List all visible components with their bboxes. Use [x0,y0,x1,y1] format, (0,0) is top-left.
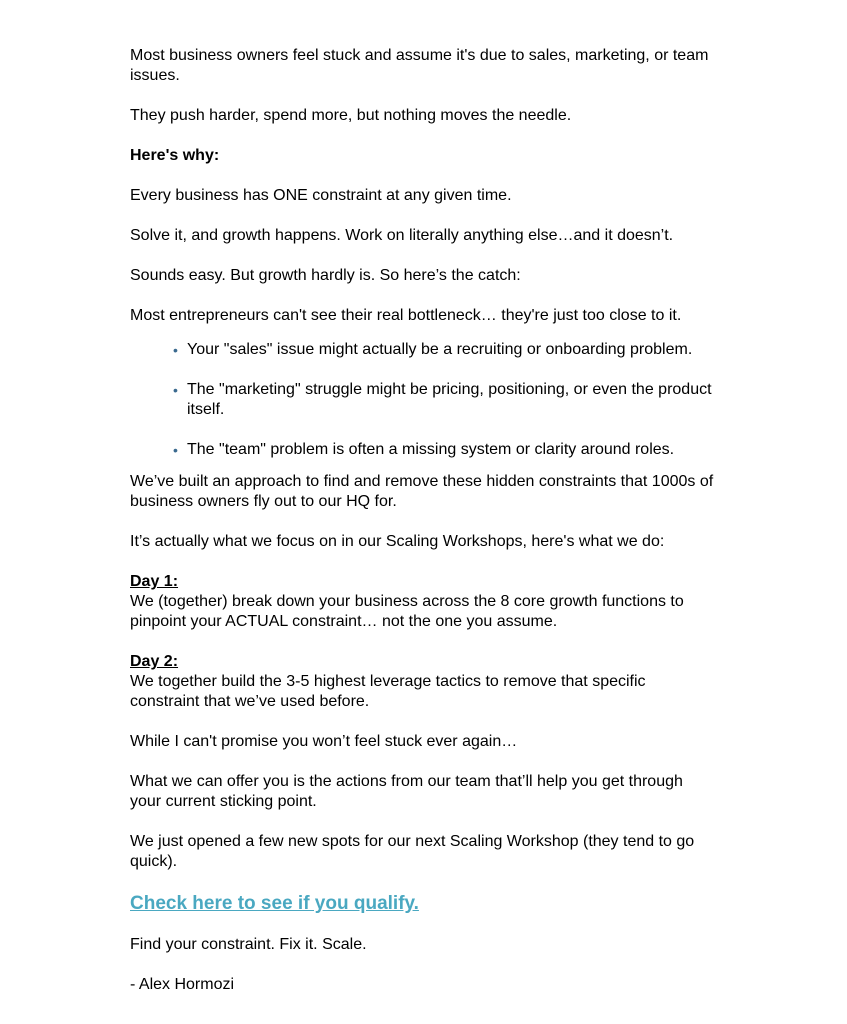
body-paragraph-2: Solve it, and growth happens. Work on literally anything else…and it doesn’t. [130,227,674,244]
approach-paragraph-1: We’ve built an approach to find and remove these hidden constraints that 1000s of business owners fly out to our HQ for. [130,473,714,510]
list-item-text: The "marketing" struggle might be pricing, positioning, or even the product itself. [187,381,712,418]
day-2-text: We together build the 3-5 highest leverage tactics to remove that specific constraint that we’ve used before. [130,673,646,710]
approach-paragraph-2: It’s actually what we focus on in our Scaling Workshops, here's what we do: [130,533,665,550]
day-1-text: We (together) break down your business across the 8 core growth functions to pinpoint your ACTUAL constraint… not the one you assume. [130,593,684,630]
list-item-text: Your "sales" issue might actually be a recruiting or onboarding problem. [187,341,693,358]
cta-container [130,892,715,935]
closing-paragraph-2: What we can offer you is the actions from our team that’ll help you get through your current sticking point. [130,773,683,810]
closing-paragraph-3: We just opened a few new spots for our next Scaling Workshop (they tend to go quick). [130,833,695,870]
bottleneck-list [130,340,715,460]
qualify-link[interactable]: Check here to see if you qualify. [130,893,419,914]
intro-paragraph-1: Most business owners feel stuck and assume it's due to sales, marketing, or team issues. [130,47,709,84]
list-item [173,340,715,360]
list-item-text: The "team" problem is often a missing system or clarity around roles. [187,441,675,458]
day-2-title: Day 2: [130,653,179,670]
heres-why-heading: Here's why: [130,147,220,164]
day-2-section [130,652,715,712]
list-item [173,440,715,460]
closing-paragraph-1: While I can't promise you won’t feel stuck ever again… [130,733,518,750]
tagline: Find your constraint. Fix it. Scale. [130,936,367,953]
bullet-icon: • [173,342,178,358]
intro-paragraph-2: They push harder, spend more, but nothing moves the needle. [130,107,572,124]
list-item [173,380,715,420]
body-paragraph-1: Every business has ONE constraint at any given time. [130,187,512,204]
day-1-section [130,572,715,632]
signature: - Alex Hormozi [130,976,235,993]
day-1-title: Day 1: [130,573,179,590]
bullet-icon: • [173,382,178,398]
body-paragraph-4: Most entrepreneurs can't see their real bottleneck… they're just too close to it. [130,307,682,324]
body-paragraph-3: Sounds easy. But growth hardly is. So here’s the catch: [130,267,521,284]
email-body [130,46,715,1015]
bullet-icon: • [173,442,178,458]
